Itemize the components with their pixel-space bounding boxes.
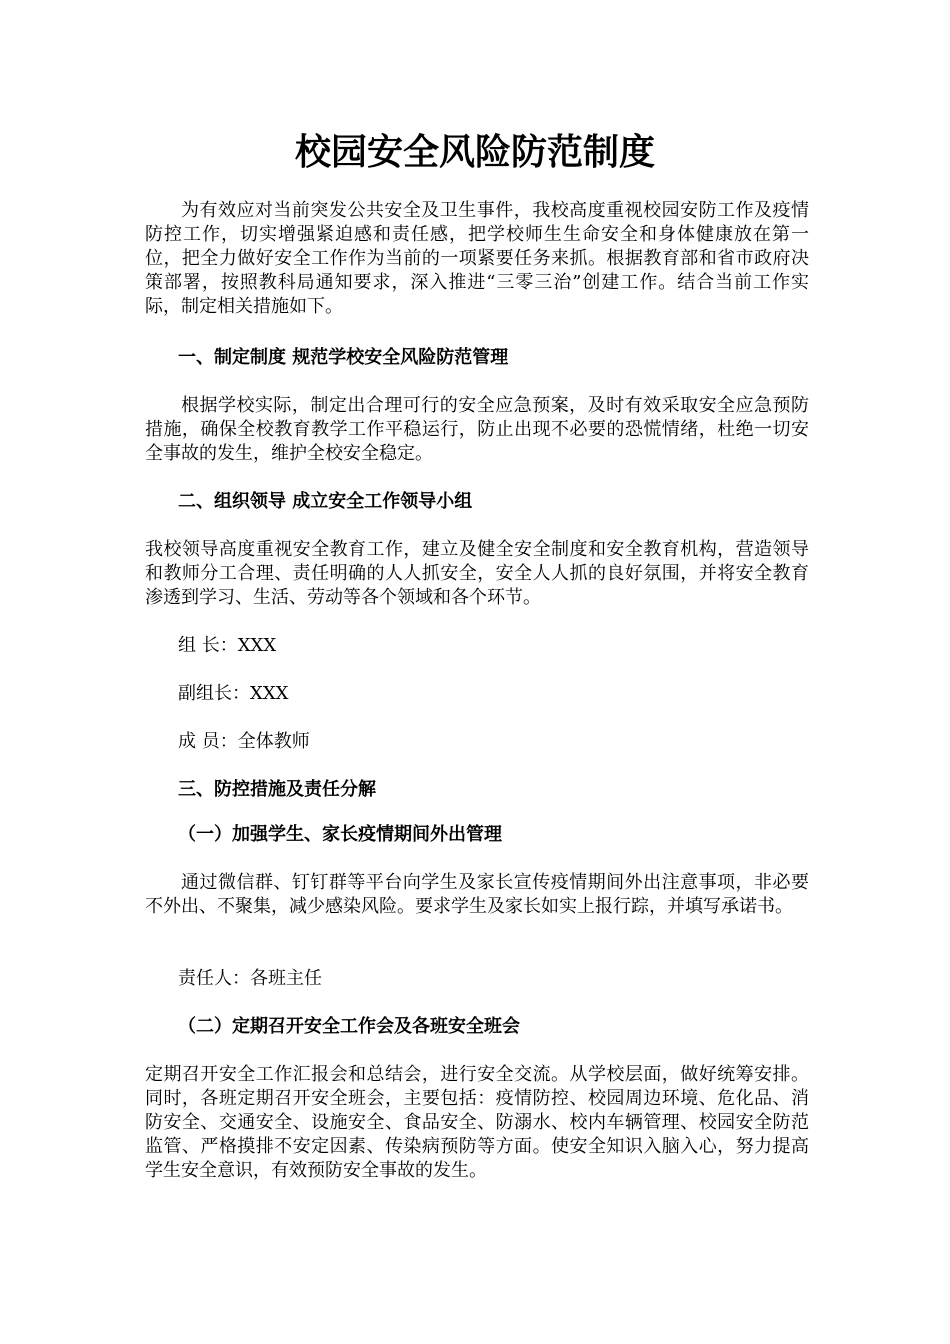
members-line: 成 员：全体教师 <box>178 731 310 752</box>
subsection2-paragraph: 定期召开安全工作汇报会和总结会，进行安全交流。从学校层面，做好统筹安排。同时，各班定期召开安全班会，主要包括：疫情防控、校园周边环境、危化品、消防安全、交通安全、设施安全、食品安全、防溺水、校内车辆管理、校园安全防范监管、严格摸排不安定因素、传染病预防等方面。使安全知识入脑入心，努力提高学生安全意识，有效预防安全事故的发生。 <box>145 1064 809 1181</box>
section2-heading: 二、组织领导 成立安全工作领导小组 <box>178 491 473 512</box>
responsible-person-line: 责任人：各班主任 <box>178 968 322 989</box>
document-title: 校园安全风险防范制度 <box>294 131 655 173</box>
subsection2-heading: （二）定期召开安全工作会及各班安全班会 <box>178 1016 520 1037</box>
section1-paragraph: 根据学校实际，制定出合理可行的安全应急预案，及时有效采取安全应急预防措施，确保全校教育教学工作平稳运行，防止出现不必要的恐慌情绪，杜绝一切安全事故的发生，维护全校安全稳定。 <box>145 395 809 464</box>
intro-paragraph: 为有效应对当前突发公共安全及卫生事件，我校高度重视校园安防工作及疫情防控工作，切实增强紧迫感和责任感，把学校师生生命安全和身体健康放在第一位，把全力做好安全工作作为当前的一项紧要任务来抓。根据教育部和省市政府决策部署，按照教科局通知要求，深入推进“三零三治”创建工作。结合当前工作实际，制定相关措施如下。 <box>145 200 809 317</box>
subsection1-heading: （一）加强学生、家长疫情期间外出管理 <box>178 824 502 845</box>
section3-heading: 三、防控措施及责任分解 <box>178 779 376 800</box>
deputy-leader-line: 副组长：XXX <box>178 683 289 704</box>
group-leader-line: 组 长：XXX <box>178 635 277 656</box>
section2-paragraph: 我校领导高度重视安全教育工作，建立及健全安全制度和安全教育机构，营造领导和教师分工合理、责任明确的人人抓安全，安全人人抓的良好氛围，并将安全教育渗透到学习、生活、劳动等各个领域和各个环节。 <box>145 539 809 608</box>
section1-heading: 一、制定制度 规范学校安全风险防范管理 <box>178 347 509 368</box>
subsection1-paragraph: 通过微信群、钉钉群等平台向学生及家长宣传疫情期间外出注意事项，非必要不外出、不聚集，减少感染风险。要求学生及家长如实上报行踪，并填写承诺书。 <box>145 872 809 917</box>
